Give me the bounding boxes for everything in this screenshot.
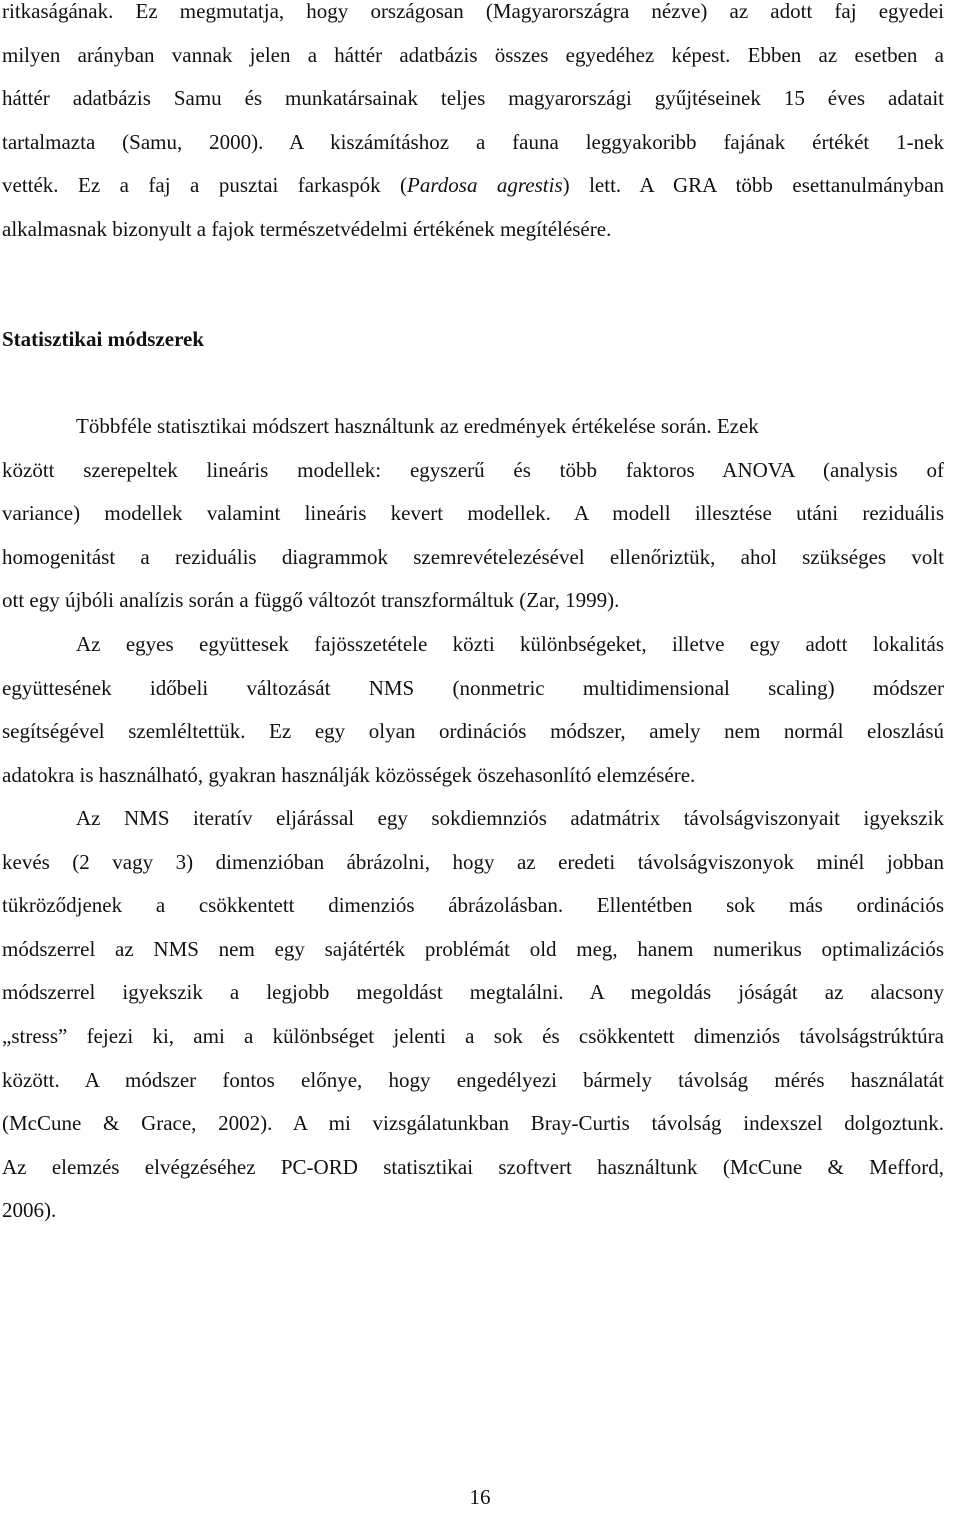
- text-line: 2006).: [2, 1198, 57, 1223]
- text-line: háttér adatbázis Samu és munkatársainak teljes magyarországi gyűjtéseinek 15 éves adatait: [2, 86, 944, 111]
- intro-paragraph: [2, 0, 944, 252]
- text-line: között szerepeltek lineáris modellek: egyszerű és több faktoros ANOVA (analysis of: [2, 457, 944, 482]
- paragraph-nms-intro: [2, 623, 944, 797]
- text-line: Az elemzés elvégzéséhez PC-ORD statisztikai szoftvert használtunk (McCune & Mefford,: [2, 1154, 944, 1179]
- text-line: homogenitást a reziduális diagrammok szemrevételezésével ellenőriztük, ahol szükséges volt: [2, 544, 944, 569]
- text-line: Az NMS iteratív eljárással egy sokdiemnziós adatmátrix távolságviszonyait igyekszik: [76, 806, 944, 830]
- section-heading: Statisztikai módszerek: [2, 327, 205, 351]
- text-line: alkalmasnak bizonyult a fajok természetvédelmi értékének megítélésére.: [2, 216, 612, 241]
- text-line: milyen arányban vannak jelen a háttér adatbázis összes egyedéhez képest. Ebben az esetben a: [2, 42, 944, 67]
- text-line: között. A módszer fontos előnye, hogy engedélyezi bármely távolság mérés használatát: [2, 1067, 944, 1092]
- text-line: adatokra is használható, gyakran használják közösségek öszehasonlító elemzésére.: [2, 762, 696, 787]
- species-name: Pardosa agrestis: [407, 173, 563, 198]
- text-line: Az egyes együttesek fajösszetétele közti különbségeket, illetve egy adott lokalitás: [76, 632, 944, 656]
- text-line: ott egy újbóli analízis során a függő változót transzformáltuk (Zar, 1999).: [2, 588, 620, 613]
- page-number: 16: [469, 1485, 491, 1509]
- text-line: segítségével szemléltettük. Ez egy olyan ordinációs módszer, amely nem normál eloszlású: [2, 719, 944, 744]
- text-line: „stress” fejezi ki, ami a különbséget jelenti a sok és csökkentett dimenziós távolságstrúktúra: [2, 1023, 944, 1048]
- text-run: vették. Ez a faj a pusztai farkaspók (: [2, 173, 408, 198]
- text-line: tükröződjenek a csökkentett dimenziós ábrázolásban. Ellentétben sok más ordinációs: [2, 893, 944, 918]
- text-line: [2, 164, 944, 208]
- text-line: tartalmazta (Samu, 2000). A kiszámításhoz a fauna leggyakoribb fajának értékét 1-nek: [2, 129, 944, 154]
- text-line: módszerrel igyekszik a legjobb megoldást megtalálni. A megoldás jóságát az alacsony: [2, 980, 944, 1005]
- text-run: ) lett. A GRA több esettanulmányban: [562, 173, 945, 198]
- text-line: együttesének időbeli változását NMS (nonmetric multidimensional scaling) módszer: [2, 675, 944, 700]
- paragraph-nms-details: [2, 797, 944, 1233]
- text-line: módszerrel az NMS nem egy sajátérték problémát old meg, hanem numerikus optimalizációs: [2, 936, 944, 961]
- text-line: variance) modellek valamint lineáris kevert modellek. A modell illesztése utáni reziduális: [2, 501, 944, 526]
- text-line: Többféle statisztikai módszert használtunk az eredmények értékelése során. Ezek: [76, 414, 759, 438]
- text-line: (McCune & Grace, 2002). A mi vizsgálatunkban Bray-Curtis távolság indexszel dolgoztunk.: [2, 1111, 944, 1136]
- text-line: kevés (2 vagy 3) dimenzióban ábrázolni, hogy az eredeti távolságviszonyok minél jobban: [2, 849, 944, 874]
- paragraph-statistics-methods: [2, 405, 944, 623]
- text-line: ritkaságának. Ez megmutatja, hogy országosan (Magyarországra nézve) az adott faj egyedei: [2, 0, 944, 23]
